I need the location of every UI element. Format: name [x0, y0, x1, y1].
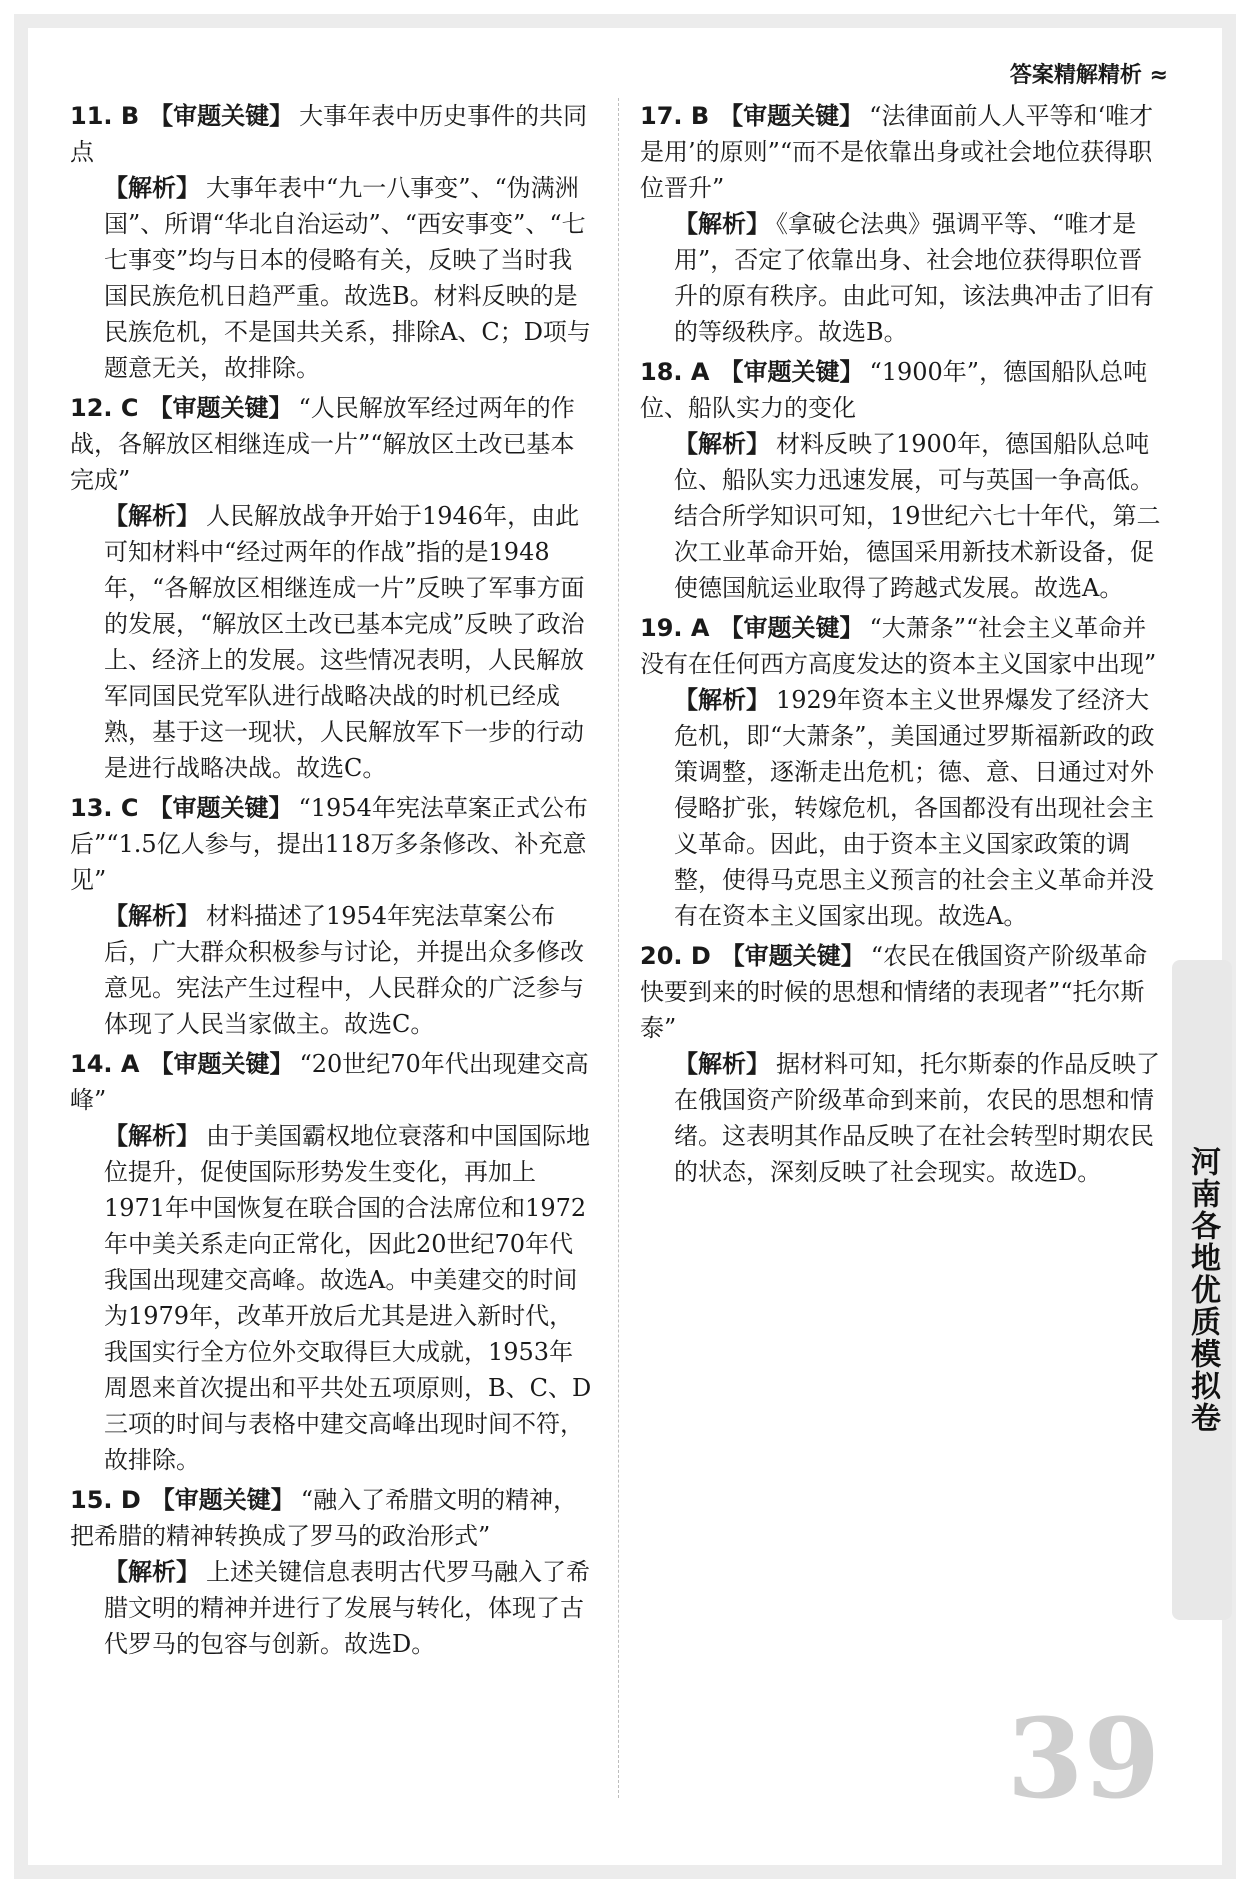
question-number: 14. A — [70, 1050, 140, 1078]
analysis-text: 人民解放战争开始于1946年，由此可知材料中“经过两年的作战”指的是1948年，“各解放区相继连成一片”反映了军事方面的发展，“解放区土改已基本完成”反映了政治上、经济上的发展。这些情况表明，人民解放军同国民党军队进行战略决战的时机已经成熟，基于这一现状，人民解放军下一步的行动是进行战略决战。故选C。 — [104, 502, 585, 782]
analysis-paragraph — [674, 1046, 1165, 1190]
analysis-text: 材料描述了1954年宪法草案公布后，广大群众积极参与讨论，并提出众多修改意见。宪法产生过程中，人民群众的广泛参与体现了人民当家做主。故选C。 — [104, 902, 584, 1038]
page-header-title: 答案精解精析 ≈ — [1009, 63, 1168, 88]
right-column — [640, 98, 1165, 1194]
analysis-paragraph — [674, 682, 1165, 934]
analysis-text: 上述关键信息表明古代罗马融入了希腊文明的精神并进行了发展与转化，体现了古代罗马的包容与创新。故选D。 — [104, 1558, 590, 1658]
key-text: “1954年宪法草案正式公布后”“1.5亿人参与，提出118万多条修改、补充意见” — [70, 794, 588, 894]
analysis-paragraph — [104, 498, 595, 786]
answer-item — [640, 610, 1165, 934]
analysis-text: 由于美国霸权地位衰落和中国国际地位提升，促使国际形势发生变化，再加上1971年中国恢复在联合国的合法席位和1972年中美关系走向正常化，因此20世纪70年代我国出现建交高峰。故选A。中美建交的时间为1979年，改革开放后尤其是进入新时代，我国实行全方位外交取得巨大成就，1953年周恩来首次提出和平共处五项原则，B、C、D三项的时间与表格中建交高峰出现时间不符，故排除。 — [104, 1122, 592, 1474]
question-number: 13. C — [70, 794, 139, 822]
answer-item — [70, 390, 595, 786]
key-text: “20世纪70年代出现建交高峰” — [70, 1050, 589, 1114]
key-tag: 【审题关键】 — [719, 358, 864, 386]
answer-item — [640, 98, 1165, 350]
question-number: 15. D — [70, 1486, 141, 1514]
answer-key-line — [70, 390, 595, 498]
key-text: “法律面前人人平等和‘唯才是用’的原则”“而不是依靠出身或社会地位获得职位晋升” — [640, 102, 1154, 202]
analysis-paragraph — [674, 426, 1165, 606]
analysis-tag: 【解析】 — [104, 174, 200, 202]
key-text: “大萧条”“社会主义革命并没有在任何西方高度发达的资本主义国家中出现” — [640, 614, 1157, 678]
page-number: 39 — [1006, 1694, 1160, 1823]
key-text: “农民在俄国资产阶级革命快要到来的时候的思想和情绪的表现者”“托尔斯泰” — [640, 942, 1148, 1042]
key-tag: 【审题关键】 — [148, 794, 293, 822]
key-tag: 【审题关键】 — [149, 102, 294, 130]
question-number: 17. B — [640, 102, 710, 130]
analysis-tag: 【解析】 — [674, 210, 770, 238]
key-text: 大事年表中历史事件的共同点 — [70, 102, 588, 166]
key-tag: 【审题关键】 — [719, 614, 864, 642]
left-column — [70, 98, 595, 1666]
analysis-paragraph — [104, 898, 595, 1042]
answer-key-line — [640, 938, 1165, 1046]
key-tag: 【审题关键】 — [150, 1486, 295, 1514]
answer-item — [70, 1046, 595, 1478]
key-text: “1900年”，德国船队总吨位、船队实力的变化 — [640, 358, 1148, 422]
analysis-paragraph — [104, 1554, 595, 1662]
column-divider — [618, 98, 619, 1798]
key-tag: 【审题关键】 — [148, 394, 293, 422]
answer-key-line — [640, 354, 1165, 426]
key-text: “人民解放军经过两年的作战，各解放区相继连成一片”“解放区土改已基本完成” — [70, 394, 575, 494]
analysis-tag: 【解析】 — [674, 430, 770, 458]
key-tag: 【审题关键】 — [149, 1050, 294, 1078]
analysis-text: 据材料可知，托尔斯泰的作品反映了在俄国资产阶级革命到来前，农民的思想和情绪。这表明其作品反映了在社会转型时期农民的状态，深刻反映了社会现实。故选D。 — [674, 1050, 1160, 1186]
answer-item — [70, 98, 595, 386]
analysis-text: 1929年资本主义世界爆发了经济大危机，即“大萧条”，美国通过罗斯福新政的政策调整，逐渐走出危机；德、意、日通过对外侵略扩张，转嫁危机，各国都没有出现社会主义革命。因此，由于资本主义国家政策的调整，使得马克思主义预言的社会主义革命并没有在资本主义国家出现。故选A。 — [674, 686, 1155, 930]
side-tab-label: 河南各地优质模拟卷 — [1172, 960, 1232, 1620]
analysis-tag: 【解析】 — [104, 1558, 200, 1586]
key-text: “融入了希腊文明的精神，把希腊的精神转换成了罗马的政治形式” — [70, 1486, 578, 1550]
question-number: 19. A — [640, 614, 710, 642]
answer-key-line — [70, 98, 595, 170]
analysis-tag: 【解析】 — [104, 1122, 200, 1150]
question-number: 12. C — [70, 394, 139, 422]
answer-key-line — [640, 610, 1165, 682]
analysis-text: 大事年表中“九一八事变”、“伪满洲国”、所谓“华北自治运动”、“西安事变”、“七七事变”均与日本的侵略有关，反映了当时我国民族危机日趋严重。故选B。材料反映的是民族危机，不是国共关系，排除A、C；D项与题意无关，故排除。 — [104, 174, 591, 382]
answer-item — [640, 354, 1165, 606]
answer-item — [70, 790, 595, 1042]
key-tag: 【审题关键】 — [720, 942, 865, 970]
key-tag: 【审题关键】 — [719, 102, 864, 130]
analysis-paragraph — [674, 206, 1165, 350]
question-number: 18. A — [640, 358, 710, 386]
answer-item — [70, 1482, 595, 1662]
question-number: 20. D — [640, 942, 711, 970]
analysis-tag: 【解析】 — [104, 902, 200, 930]
analysis-text: 《拿破仑法典》强调平等、“唯才是用”，否定了依靠出身、社会地位获得职位晋升的原有秩序。由此可知，该法典冲击了旧有的等级秩序。故选B。 — [674, 210, 1154, 346]
analysis-tag: 【解析】 — [104, 502, 200, 530]
analysis-paragraph — [104, 1118, 595, 1478]
answer-key-line — [70, 790, 595, 898]
answer-key-line — [70, 1482, 595, 1554]
answer-key-line — [640, 98, 1165, 206]
answer-key-line — [70, 1046, 595, 1118]
question-number: 11. B — [70, 102, 140, 130]
analysis-paragraph — [104, 170, 595, 386]
analysis-text: 材料反映了1900年，德国船队总吨位、船队实力迅速发展，可与英国一争高低。结合所学知识可知，19世纪六七十年代，第二次工业革命开始，德国采用新技术新设备，促使德国航运业取得了跨越式发展。故选A。 — [674, 430, 1161, 602]
answer-item — [640, 938, 1165, 1190]
analysis-tag: 【解析】 — [674, 686, 770, 714]
analysis-tag: 【解析】 — [674, 1050, 770, 1078]
